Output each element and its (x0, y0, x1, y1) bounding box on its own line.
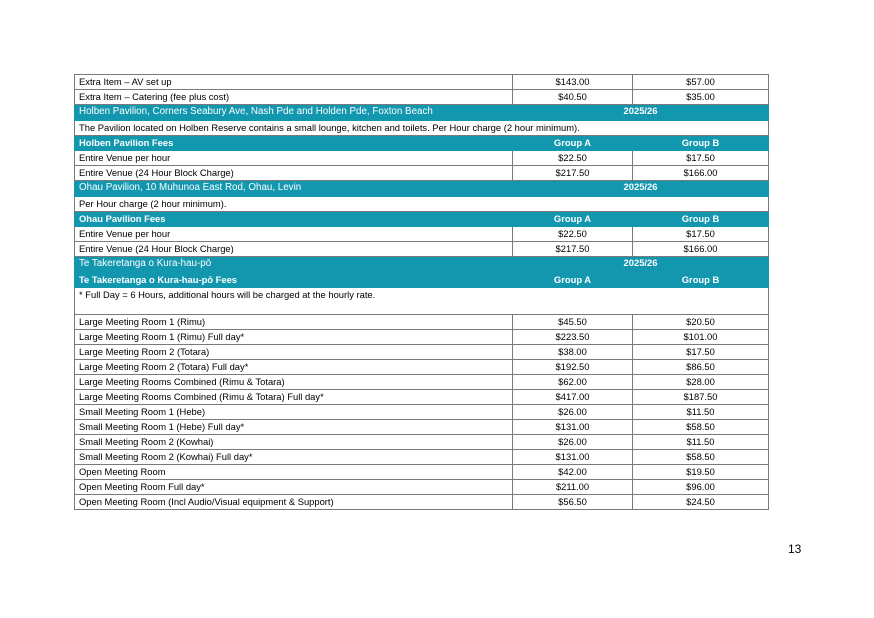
fees-header-label: Ohau Pavilion Fees (75, 212, 513, 227)
group-a-fee: $131.00 (513, 420, 633, 435)
table-row (75, 345, 769, 360)
table-row (75, 166, 769, 181)
group-b-header: Group B (633, 136, 769, 151)
group-a-fee: $217.50 (513, 166, 633, 181)
group-b-fee: $35.00 (633, 90, 769, 105)
group-b-fee: $28.00 (633, 375, 769, 390)
row-label: Extra Item – AV set up (75, 75, 513, 90)
table-row (75, 151, 769, 166)
group-a-fee: $131.00 (513, 450, 633, 465)
group-b-fee: $166.00 (633, 242, 769, 257)
group-b-fee: $166.00 (633, 166, 769, 181)
group-a-fee: $22.50 (513, 227, 633, 242)
row-label: Open Meeting Room (75, 465, 513, 480)
group-a-fee: $26.00 (513, 405, 633, 420)
table-row (75, 375, 769, 390)
row-label: Large Meeting Room 2 (Totara) Full day* (75, 360, 513, 375)
group-b-fee: $11.50 (633, 405, 769, 420)
group-a-fee: $56.50 (513, 495, 633, 510)
section-year: 2025/26 (513, 181, 769, 197)
table-row (75, 435, 769, 450)
table-row (75, 90, 769, 105)
row-label: Small Meeting Room 2 (Kowhai) (75, 435, 513, 450)
section-title-row-ohau (75, 181, 769, 197)
row-label: Entire Venue per hour (75, 227, 513, 242)
table-row (75, 315, 769, 330)
row-label: Large Meeting Room 1 (Rimu) (75, 315, 513, 330)
group-a-fee: $26.00 (513, 435, 633, 450)
group-a-fee: $417.00 (513, 390, 633, 405)
group-b-fee: $101.00 (633, 330, 769, 345)
group-a-header: Group A (513, 273, 633, 288)
group-b-fee: $11.50 (633, 435, 769, 450)
row-label: Small Meeting Room 2 (Kowhai) Full day* (75, 450, 513, 465)
group-b-fee: $58.50 (633, 450, 769, 465)
table-row (75, 450, 769, 465)
group-a-fee: $45.50 (513, 315, 633, 330)
group-a-fee: $223.50 (513, 330, 633, 345)
row-label: Large Meeting Rooms Combined (Rimu & Totara) (75, 375, 513, 390)
row-label: Entire Venue (24 Hour Block Charge) (75, 166, 513, 181)
row-label: Open Meeting Room Full day* (75, 480, 513, 495)
row-label: Large Meeting Rooms Combined (Rimu & Totara) Full day* (75, 390, 513, 405)
group-a-fee: $38.00 (513, 345, 633, 360)
table-row (75, 242, 769, 257)
table-row (75, 420, 769, 435)
group-b-fee: $58.50 (633, 420, 769, 435)
group-a-fee: $143.00 (513, 75, 633, 90)
group-b-header: Group B (633, 273, 769, 288)
group-b-fee: $96.00 (633, 480, 769, 495)
table-row (75, 495, 769, 510)
group-b-fee: $19.50 (633, 465, 769, 480)
table-row (75, 405, 769, 420)
row-label: Small Meeting Room 1 (Hebe) Full day* (75, 420, 513, 435)
group-a-fee: $22.50 (513, 151, 633, 166)
row-label: Open Meeting Room (Incl Audio/Visual equipment & Support) (75, 495, 513, 510)
section-title: Holben Pavilion, Corners Seabury Ave, Nash Pde and Holden Pde, Foxton Beach (75, 105, 513, 121)
section-description-row (75, 121, 769, 136)
group-a-fee: $62.00 (513, 375, 633, 390)
group-b-fee: $20.50 (633, 315, 769, 330)
fees-header-label: Te Takeretanga o Kura-hau-pō Fees (75, 273, 513, 288)
group-b-fee: $17.50 (633, 151, 769, 166)
table-row (75, 465, 769, 480)
table-row (75, 390, 769, 405)
group-b-header: Group B (633, 212, 769, 227)
group-a-fee: $40.50 (513, 90, 633, 105)
group-b-fee: $86.50 (633, 360, 769, 375)
table-row (75, 360, 769, 375)
section-title-row-holben (75, 105, 769, 121)
section-title: Ohau Pavilion, 10 Muhunoa East Rod, Ohau, Levin (75, 181, 513, 197)
section-note-row (75, 288, 769, 315)
group-b-fee: $187.50 (633, 390, 769, 405)
section-header-row (75, 136, 769, 151)
group-a-fee: $217.50 (513, 242, 633, 257)
row-label: Entire Venue (24 Hour Block Charge) (75, 242, 513, 257)
row-label: Large Meeting Room 1 (Rimu) Full day* (75, 330, 513, 345)
group-a-fee: $42.00 (513, 465, 633, 480)
section-description-row (75, 197, 769, 212)
row-label: Large Meeting Room 2 (Totara) (75, 345, 513, 360)
group-b-fee: $57.00 (633, 75, 769, 90)
section-header-row (75, 273, 769, 288)
group-a-header: Group A (513, 212, 633, 227)
row-label: Small Meeting Room 1 (Hebe) (75, 405, 513, 420)
group-b-fee: $24.50 (633, 495, 769, 510)
table-row (75, 480, 769, 495)
group-b-fee: $17.50 (633, 227, 769, 242)
group-a-fee: $192.50 (513, 360, 633, 375)
page-number: 13 (788, 542, 802, 556)
group-b-fee: $17.50 (633, 345, 769, 360)
full-day-note: * Full Day = 6 Hours, additional hours will be charged at the hourly rate. (75, 288, 769, 315)
section-title-row-takeretanga (75, 257, 769, 273)
group-a-fee: $211.00 (513, 480, 633, 495)
row-label: Extra Item – Catering (fee plus cost) (75, 90, 513, 105)
group-a-header: Group A (513, 136, 633, 151)
section-description: The Pavilion located on Holben Reserve contains a small lounge, kitchen and toilets. Per Hour charge (2 hour minimum). (75, 121, 769, 136)
fees-header-label: Holben Pavilion Fees (75, 136, 513, 151)
section-title: Te Takeretanga o Kura-hau-pō (75, 257, 513, 273)
table-row (75, 227, 769, 242)
fees-table (74, 74, 769, 510)
row-label: Entire Venue per hour (75, 151, 513, 166)
section-year: 2025/26 (513, 105, 769, 121)
section-header-row (75, 212, 769, 227)
table-row (75, 75, 769, 90)
table-row (75, 330, 769, 345)
section-year: 2025/26 (513, 257, 769, 273)
section-description: Per Hour charge (2 hour minimum). (75, 197, 769, 212)
